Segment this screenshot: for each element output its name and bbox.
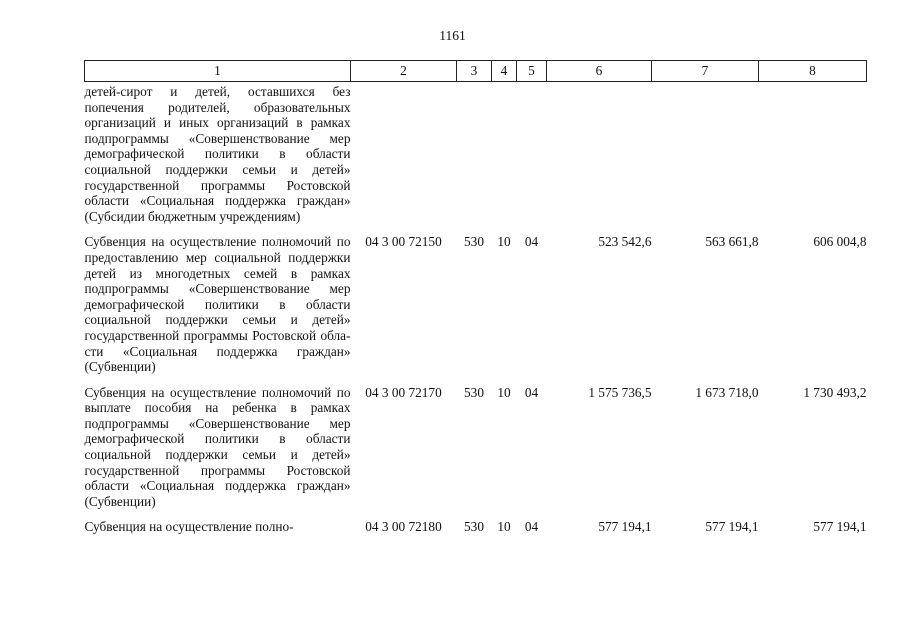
- page-number: 1161: [439, 28, 466, 43]
- row-target-code: 04 3 00 72150: [365, 234, 442, 250]
- row-amount-year3: 606 004,8: [813, 234, 867, 250]
- column-header: 3: [457, 61, 492, 82]
- row-target-code: [351, 82, 457, 225]
- row-amount-year3: [759, 82, 867, 225]
- column-header: 8: [759, 61, 867, 82]
- row-description: Субвенция на осуществление полномочий по предоставлению мер социальной поддержки детей из многодетных семей в рамках подпрограммы «Совершенствование мер демографической политики в области социальной поддержки семьи и детей» государственной программы Ростовской области «Социальная поддержка граждан» (Субвенции): [84, 234, 351, 375]
- budget-table: [84, 60, 867, 535]
- row-subsection: 04: [524, 519, 539, 535]
- column-header: 1: [85, 61, 351, 82]
- row-section: 10: [497, 234, 511, 250]
- table-row: [85, 375, 867, 510]
- table-row: [85, 82, 867, 225]
- column-header: 6: [547, 61, 652, 82]
- row-description: Субвенция на осуществление полно-: [84, 519, 294, 535]
- row-section: 10: [497, 384, 511, 400]
- row-amount-year2: 1 673 718,0: [695, 384, 759, 400]
- table-row: [85, 509, 867, 535]
- row-amount-year3: 1 730 493,2: [803, 384, 867, 400]
- column-header: 4: [492, 61, 517, 82]
- column-header: 5: [517, 61, 547, 82]
- row-amount-year1: 1 575 736,5: [588, 384, 652, 400]
- row-section: [492, 82, 517, 225]
- row-expense-type: 530: [464, 234, 484, 250]
- row-subsection: 04: [524, 234, 539, 250]
- row-amount-year2: 563 661,8: [705, 234, 759, 250]
- row-expense-type: [457, 82, 492, 225]
- row-amount-year2: 577 194,1: [705, 519, 759, 535]
- row-subsection: [517, 82, 547, 225]
- row-expense-type: 530: [464, 519, 484, 535]
- row-subsection: 04: [524, 384, 539, 400]
- row-amount-year1: 577 194,1: [598, 519, 652, 535]
- row-target-code: 04 3 00 72170: [365, 384, 442, 400]
- row-amount-year3: 577 194,1: [813, 519, 867, 535]
- row-expense-type: 530: [464, 384, 484, 400]
- row-description: детей-сирот и детей, оставшихся без попечения родителей, образовательных организаций и иных организаций в рамках подпрограммы «Совершенствование мер демографической политики в области социальной поддержки семьи и детей» государственной программы Ростовской области «Социальная поддержка граждан» (Субсидии бюджетным учреждениям): [84, 84, 351, 224]
- table-header-row: [85, 61, 867, 82]
- column-header: 7: [652, 61, 759, 82]
- row-section: 10: [497, 519, 511, 535]
- row-target-code: 04 3 00 72180: [365, 519, 442, 535]
- column-header: 2: [351, 61, 457, 82]
- row-amount-year2: [652, 82, 759, 225]
- row-amount-year1: 523 542,6: [598, 234, 652, 250]
- row-description: Субвенция на осуществление полномочий по выплате пособия на ребенка в рамках подпрограммы «Совершенствование мер демографической политики в области социальной поддержки семьи и детей» государственной программы Ростовской области «Социальная поддержка граждан» (Субвенции): [84, 384, 351, 509]
- row-amount-year1: [547, 82, 652, 225]
- table-row: [85, 224, 867, 374]
